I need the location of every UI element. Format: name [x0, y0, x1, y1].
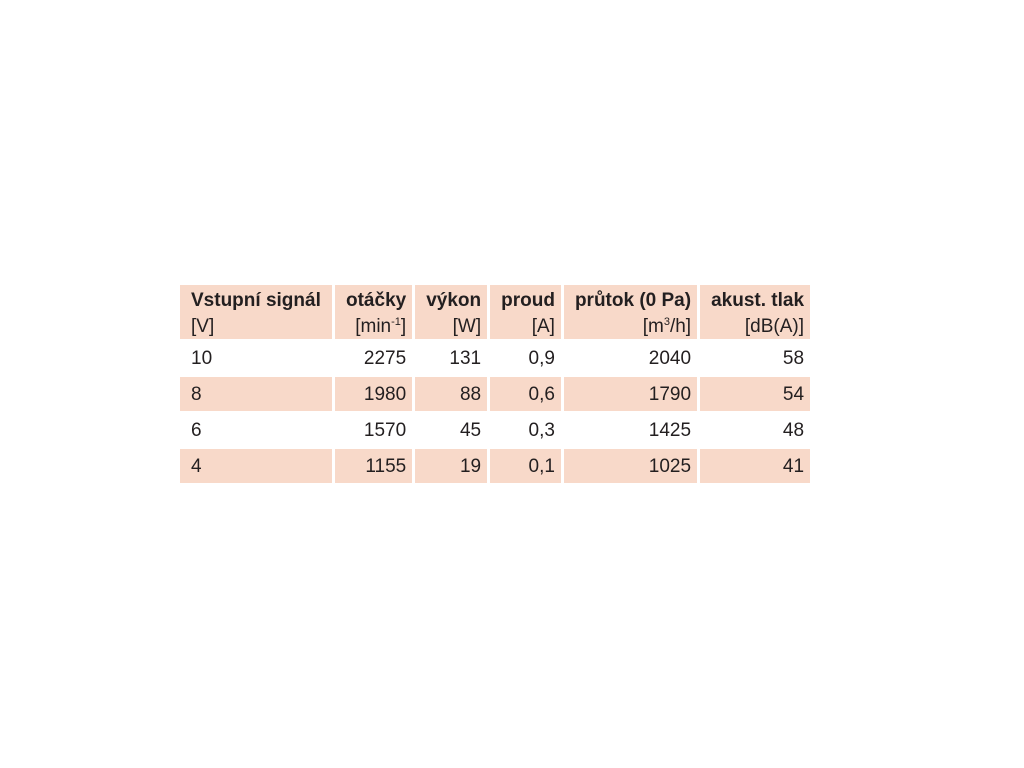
cell-airflow: 1790 [564, 375, 697, 411]
cell-rpm: 1980 [335, 375, 412, 411]
header-title: výkon [426, 290, 482, 311]
cell-power: 45 [415, 411, 487, 447]
header-title: otáčky [346, 290, 407, 311]
unit-text: [V] [191, 316, 215, 337]
cell-current: 0,1 [490, 447, 561, 483]
unit-text: [W] [452, 316, 482, 337]
table-row [180, 447, 810, 483]
header-title: Vstupní signál [191, 290, 321, 311]
unit-text: [dB(A)] [744, 316, 805, 337]
header-sound-pressure [700, 285, 810, 339]
header-unit [346, 317, 406, 336]
table-header [180, 285, 810, 339]
cell-airflow: 1425 [564, 411, 697, 447]
cell-sound-pressure: 54 [700, 375, 810, 411]
fan-spec-table [177, 285, 813, 483]
header-unit [501, 317, 555, 336]
cell-current: 0,9 [490, 339, 561, 375]
cell-current: 0,6 [490, 375, 561, 411]
header-airflow [564, 285, 697, 339]
cell-sound-pressure: 41 [700, 447, 810, 483]
unit-text: [m [642, 316, 664, 337]
cell-rpm: 2275 [335, 339, 412, 375]
header-unit [575, 317, 691, 336]
table-row [180, 411, 810, 447]
header-rpm [335, 285, 412, 339]
header-unit [191, 317, 326, 336]
header-title: průtok (0 Pa) [574, 290, 692, 311]
cell-input-signal: 10 [180, 339, 332, 375]
table-body [180, 339, 810, 483]
cell-power: 131 [415, 339, 487, 375]
unit-text: [A] [531, 316, 555, 337]
cell-sound-pressure: 48 [700, 411, 810, 447]
table-row [180, 375, 810, 411]
cell-rpm: 1570 [335, 411, 412, 447]
header-power [415, 285, 487, 339]
cell-sound-pressure: 58 [700, 339, 810, 375]
header-input-signal [180, 285, 332, 339]
cell-power: 19 [415, 447, 487, 483]
unit-tail: /h] [669, 316, 692, 337]
header-row [180, 285, 810, 339]
unit-superscript: -1 [391, 316, 401, 328]
cell-airflow: 2040 [564, 339, 697, 375]
cell-input-signal: 4 [180, 447, 332, 483]
header-title: proud [501, 290, 555, 311]
header-current [490, 285, 561, 339]
header-title: akust. tlak [711, 290, 805, 311]
unit-text: [min [355, 316, 392, 337]
cell-input-signal: 6 [180, 411, 332, 447]
header-unit [711, 317, 804, 336]
cell-rpm: 1155 [335, 447, 412, 483]
unit-superscript: 3 [663, 316, 670, 328]
table-row [180, 339, 810, 375]
unit-tail: ] [400, 316, 407, 337]
cell-input-signal: 8 [180, 375, 332, 411]
cell-airflow: 1025 [564, 447, 697, 483]
header-unit [426, 317, 481, 336]
cell-current: 0,3 [490, 411, 561, 447]
cell-power: 88 [415, 375, 487, 411]
